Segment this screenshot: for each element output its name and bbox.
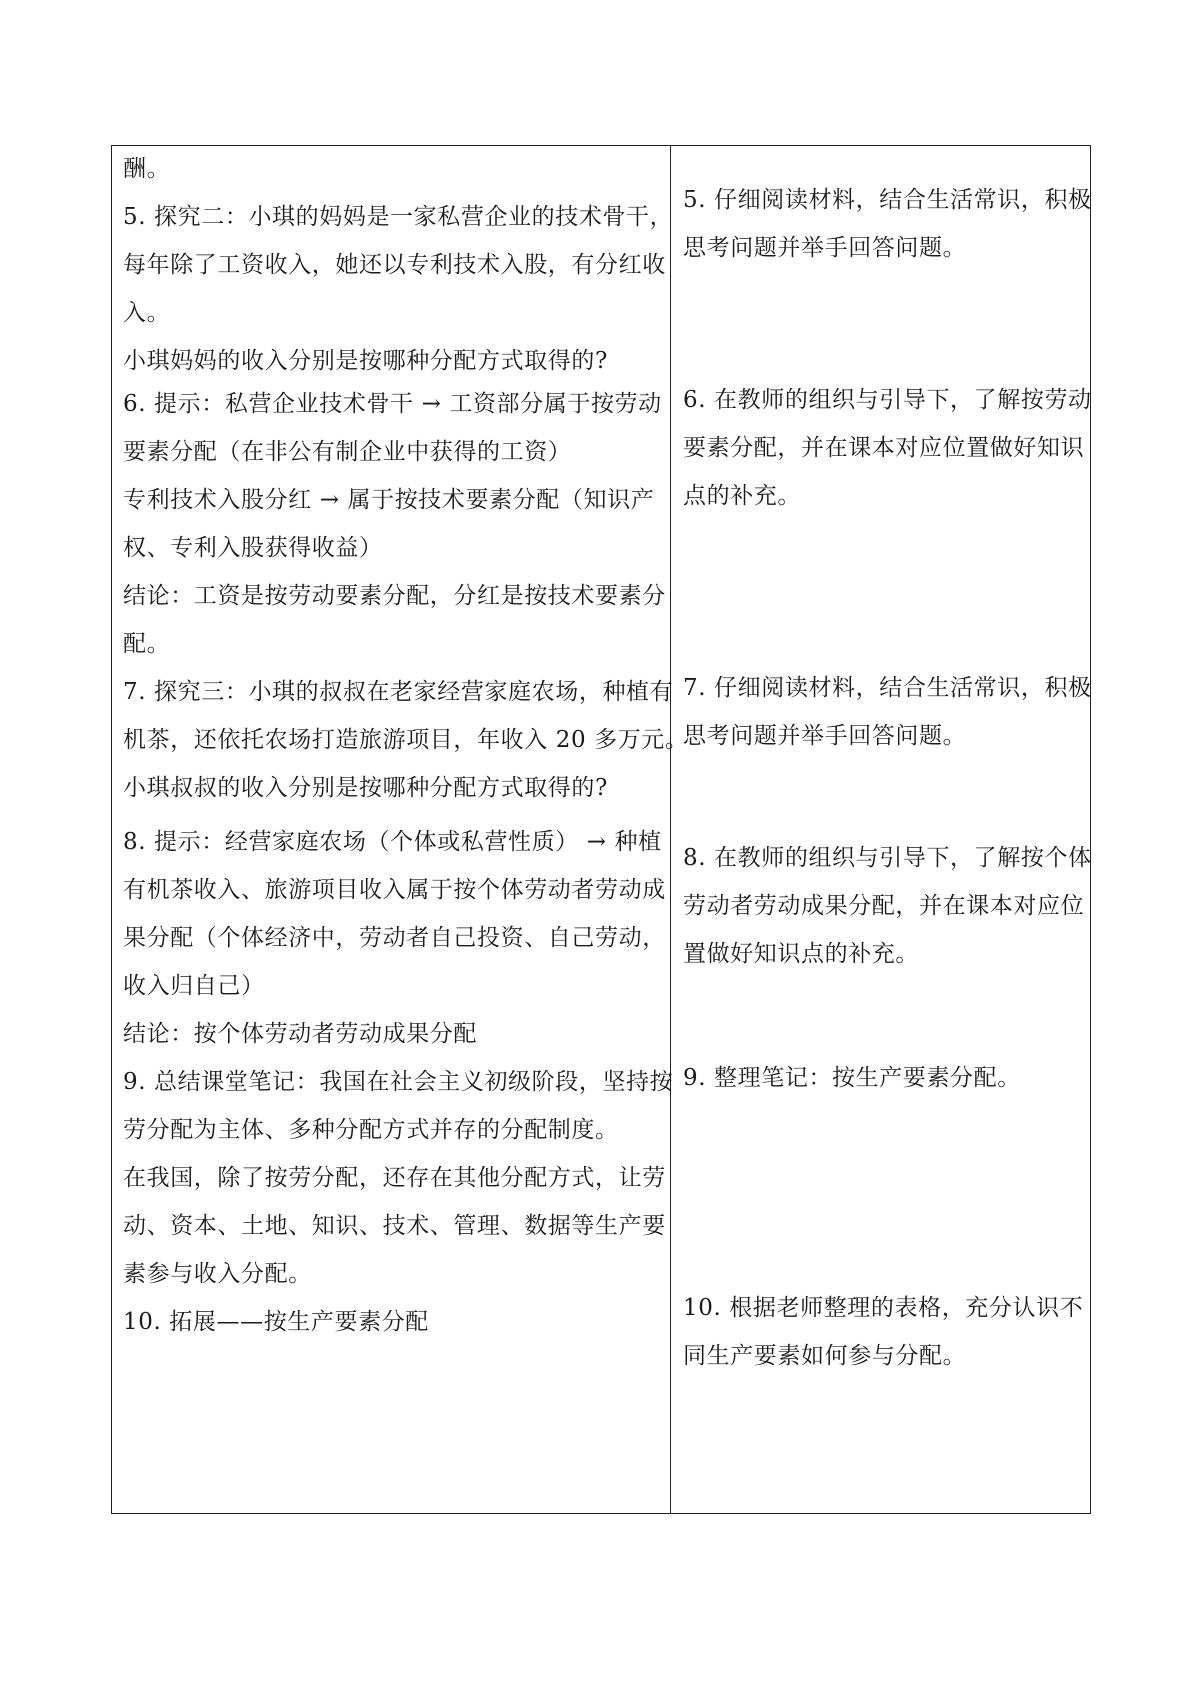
student-activity-10	[683, 1284, 1083, 1380]
text-line: 5. 探究二：小琪的妈妈是一家私营企业的技术骨干，	[123, 204, 674, 230]
text-line: 点的补充。	[683, 483, 801, 509]
text-line: 要素分配，并在课本对应位置做好知识	[683, 435, 1085, 461]
text-line: 小琪妈妈的收入分别是按哪种分配方式取得的?	[123, 348, 608, 374]
text-line: 专利技术入股分红 → 属于按技术要素分配（知识产	[123, 487, 655, 513]
text-line: 8. 在教师的组织与引导下，了解按个体	[683, 845, 1092, 871]
text-line: 有机茶收入、旅游项目收入属于按个体劳动者劳动成	[123, 877, 666, 903]
text-line: 机茶，还依托农场打造旅游项目，年收入 20 多万元。	[123, 727, 689, 753]
text-line: 置做好知识点的补充。	[683, 941, 919, 967]
text-line: 入。	[123, 300, 171, 326]
student-activity-7	[683, 664, 1092, 760]
teacher-activity-9	[123, 1058, 674, 1298]
text-line: 6. 提示：私营企业技术骨干 → 工资部分属于按劳动	[123, 391, 662, 417]
teacher-activity-10	[123, 1298, 663, 1346]
text-line: 素参与收入分配。	[123, 1261, 312, 1287]
text-line: 思考问题并举手回答问题。	[683, 235, 967, 261]
text-line: 10. 根据老师整理的表格，充分认识不	[683, 1295, 1084, 1321]
teacher-activity-7	[123, 668, 689, 812]
text-line: 7. 仔细阅读材料，结合生活常识，积极	[683, 675, 1092, 701]
text-line: 小琪叔叔的收入分别是按哪种分配方式取得的?	[123, 775, 608, 801]
text-line: 在我国，除了按劳分配，还存在其他分配方式，让劳	[123, 1165, 666, 1191]
text-line: 权、专利入股获得收益）	[123, 535, 383, 561]
text-line: 6. 在教师的组织与引导下，了解按劳动	[683, 387, 1092, 413]
student-activity-9	[683, 1054, 1083, 1102]
teacher-activity-8	[123, 818, 666, 1058]
text-line: 配。	[123, 631, 171, 657]
text-line: 思考问题并举手回答问题。	[683, 723, 967, 749]
text-line: 每年除了工资收入，她还以专利技术入股，有分红收	[123, 252, 666, 278]
text-line: 结论：工资是按劳动要素分配，分红是按技术要素分	[123, 583, 666, 609]
text-line: 收入归自己）	[123, 973, 265, 999]
teacher-activity-5	[123, 193, 674, 385]
text-line: 结论：按个体劳动者劳动成果分配	[123, 1021, 477, 1047]
teacher-activity-6	[123, 380, 666, 668]
text-line: 劳动者劳动成果分配，并在课本对应位	[683, 893, 1085, 919]
text-line: 8. 提示：经营家庭农场（个体或私营性质） → 种植	[123, 829, 662, 855]
text-line: 动、资本、土地、知识、技术、管理、数据等生产要	[123, 1213, 666, 1239]
text-line: 要素分配（在非公有制企业中获得的工资）	[123, 439, 572, 465]
text-line: 同生产要素如何参与分配。	[683, 1343, 967, 1369]
student-activity-6	[683, 376, 1092, 520]
student-activity-5	[683, 176, 1092, 272]
text-line: 酬。	[123, 156, 171, 182]
text-line: 10. 拓展——按生产要素分配	[123, 1309, 429, 1335]
text-line: 7. 探究三：小琪的叔叔在老家经营家庭农场，种植有	[123, 679, 674, 705]
text-line: 9. 总结课堂笔记：我国在社会主义初级阶段，坚持按	[123, 1069, 674, 1095]
text-line: 果分配（个体经济中，劳动者自己投资、自己劳动，	[123, 925, 666, 951]
student-activity-8	[683, 834, 1092, 978]
text-line: 5. 仔细阅读材料，结合生活常识，积极	[683, 187, 1092, 213]
text-line: 劳分配为主体、多种分配方式并存的分配制度。	[123, 1117, 619, 1143]
column-divider	[670, 145, 671, 1514]
text-line: 9. 整理笔记：按生产要素分配。	[683, 1065, 1021, 1091]
teacher-activity-continuation	[123, 145, 663, 193]
